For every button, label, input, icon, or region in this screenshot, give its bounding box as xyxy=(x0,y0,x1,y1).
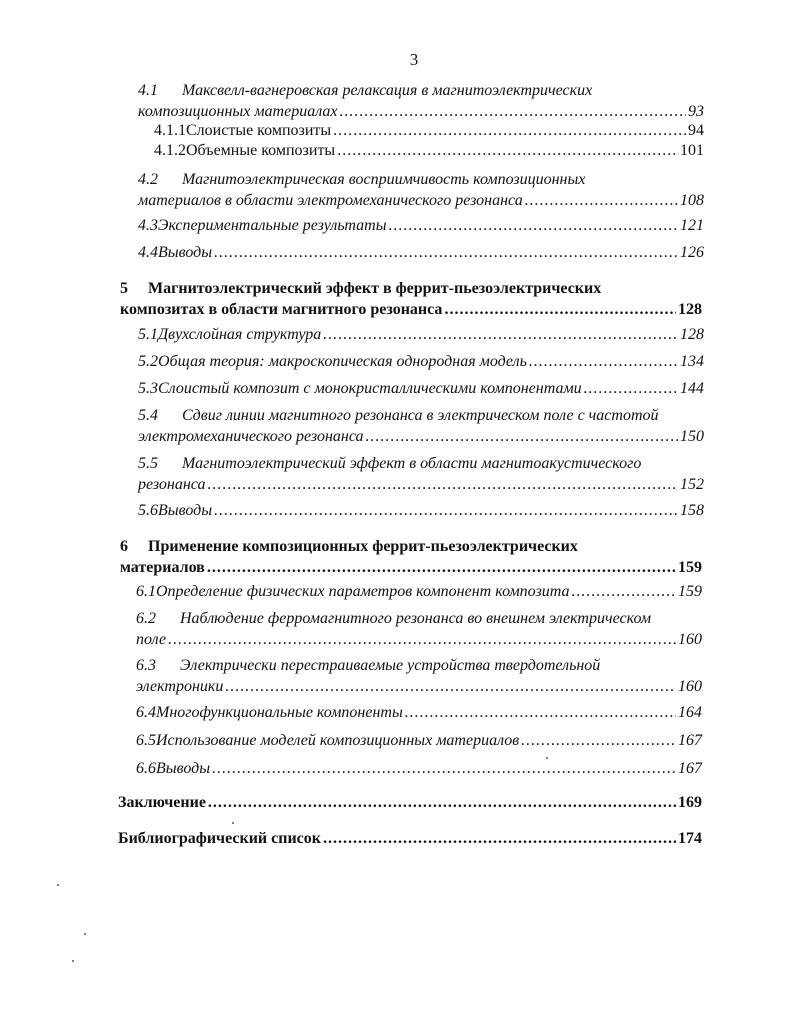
dot-leader xyxy=(333,120,686,141)
toc-entry-6-2[interactable] xyxy=(136,608,702,650)
dot-leader xyxy=(207,557,676,578)
toc-entry-page: 160 xyxy=(678,678,702,695)
scan-speck xyxy=(57,884,59,886)
toc-entry-page: 121 xyxy=(680,217,704,234)
dot-leader xyxy=(571,581,676,602)
toc-entry-page: 150 xyxy=(680,428,704,445)
toc-entry-title-cont: композитах в области магнитного резонанса xyxy=(120,301,443,318)
toc-entry-title-cont: композиционных материалах xyxy=(138,103,338,120)
toc-entry-4-3[interactable] xyxy=(138,215,704,236)
toc-entry-title: Экспериментальные результаты xyxy=(158,217,387,234)
toc-entry-page: 167 xyxy=(678,732,702,749)
toc-entry-title: Электрически перестраиваемые устройства твердотельной xyxy=(180,657,601,674)
dot-leader xyxy=(323,324,678,345)
toc-entry-title-cont: резонанса xyxy=(138,476,206,493)
toc-entry-title-cont: электроники xyxy=(136,678,224,695)
toc-entry-page: 144 xyxy=(680,380,704,397)
toc-entry-page: 159 xyxy=(678,583,702,600)
toc-entry-title: Определение физических параметров компонент композита xyxy=(156,583,570,600)
dot-leader xyxy=(521,730,676,751)
toc-entry-page: 152 xyxy=(680,476,704,493)
toc-entry-5-2[interactable] xyxy=(138,351,704,372)
toc-entry-title: Магнитоэлектрический эффект в феррит-пьезоэлектрических xyxy=(148,280,602,297)
toc-entry-6-3[interactable] xyxy=(136,655,702,697)
toc-entry-number: 4.1 xyxy=(138,82,158,99)
toc-entry-number: 6.3 xyxy=(136,657,156,674)
dot-leader xyxy=(405,702,676,723)
toc-entry-number: 4.1.2 xyxy=(154,142,186,159)
toc-entry-number: 5.3 xyxy=(138,380,158,397)
toc-entry-number: 5.4 xyxy=(138,407,158,424)
toc-entry-page: 101 xyxy=(680,142,704,159)
toc-entry-number: 6 xyxy=(120,538,128,555)
toc-entry-page: 126 xyxy=(680,244,704,261)
toc-entry-title: Наблюдение ферромагнитного резонанса во внешнем электрическом xyxy=(180,610,652,627)
dot-leader xyxy=(225,676,676,697)
toc-entry-5-3[interactable] xyxy=(138,378,704,399)
scan-speck xyxy=(232,822,234,824)
dot-leader xyxy=(339,101,686,122)
toc-entry-title: Библиографический список xyxy=(118,830,321,847)
toc-entry-number: 6.5 xyxy=(136,732,156,749)
toc-entry-title: Использование моделей композиционных материалов xyxy=(156,732,520,749)
dot-leader xyxy=(584,378,678,399)
toc-conclusion[interactable] xyxy=(118,792,702,813)
toc-entry-title: Объемные композиты xyxy=(186,142,336,159)
toc-entry-title: Применение композиционных феррит-пьезоэлектрических xyxy=(148,538,578,555)
toc-entry-page: 164 xyxy=(678,704,702,721)
toc-entry-4-1[interactable] xyxy=(138,80,704,122)
toc-entry-number: 6.6 xyxy=(136,760,156,777)
toc-entry-5-6[interactable] xyxy=(138,500,704,521)
dot-leader xyxy=(337,140,678,161)
toc-entry-title: Слоистый композит с монокристаллическими компонентами xyxy=(158,380,582,397)
toc-entry-5-5[interactable] xyxy=(138,453,704,495)
toc-entry-title: Многофункциональные компоненты xyxy=(156,704,403,721)
dot-leader xyxy=(525,190,678,211)
toc-entry-title: Заключение xyxy=(118,794,206,811)
toc-entry-number: 5 xyxy=(120,280,128,297)
toc-entry-4-1-2[interactable] xyxy=(154,140,704,161)
toc-entry-6-4[interactable] xyxy=(136,702,702,723)
dot-leader xyxy=(323,828,676,849)
toc-entry-page: 159 xyxy=(678,559,702,576)
toc-entry-number: 6.4 xyxy=(136,704,156,721)
scan-speck xyxy=(84,933,86,935)
toc-entry-6-1[interactable] xyxy=(136,581,702,602)
toc-entry-title: Магнитоэлектрическая восприимчивость композиционных xyxy=(182,171,586,188)
toc-entry-page: 134 xyxy=(680,353,704,370)
toc-entry-page: 128 xyxy=(678,301,702,318)
toc-entry-page: 169 xyxy=(678,794,702,811)
toc-entry-title: Максвелл-вагнеровская релаксация в магнитоэлектрических xyxy=(182,82,593,99)
toc-entry-title: Сдвиг линии магнитного резонанса в электрическом поле с частотой xyxy=(182,407,659,424)
toc-entry-page: 174 xyxy=(678,830,702,847)
toc-entry-title: Общая теория: макроскопическая однородная модель xyxy=(158,353,527,370)
toc-entry-6-5[interactable] xyxy=(136,730,702,751)
toc-entry-number: 4.2 xyxy=(138,171,158,188)
dot-leader xyxy=(529,351,678,372)
dot-leader xyxy=(366,426,678,447)
toc-entry-title: Слоистые композиты xyxy=(186,122,332,139)
dot-leader xyxy=(444,299,676,320)
dot-leader xyxy=(214,242,678,263)
toc-bibliography[interactable] xyxy=(118,828,702,849)
toc-entry-title: Выводы xyxy=(158,502,213,519)
toc-entry-number: 5.6 xyxy=(138,502,158,519)
toc-entry-5-4[interactable] xyxy=(138,405,704,447)
dot-leader xyxy=(212,758,676,779)
toc-entry-number: 4.3 xyxy=(138,217,158,234)
toc-entry-number: 5.1 xyxy=(138,326,158,343)
toc-entry-number: 5.2 xyxy=(138,353,158,370)
toc-entry-4-4[interactable] xyxy=(138,242,704,263)
dot-leader xyxy=(207,474,678,495)
toc-entry-page: 128 xyxy=(680,326,704,343)
toc-entry-title: Выводы xyxy=(158,244,213,261)
toc-entry-6-6[interactable] xyxy=(136,758,702,779)
toc-entry-page: 160 xyxy=(678,631,702,648)
page-number: 3 xyxy=(409,50,419,69)
toc-entry-title-cont: электромеханического резонанса xyxy=(138,428,364,445)
scan-speck xyxy=(72,960,74,962)
toc-entry-title: Двухслойная структура xyxy=(158,326,322,343)
toc-entry-5-1[interactable] xyxy=(138,324,704,345)
toc-entry-page: 158 xyxy=(680,502,704,519)
dot-leader xyxy=(208,792,676,813)
toc-entry-title-cont: материалов xyxy=(120,559,205,576)
toc-entry-title: Выводы xyxy=(156,760,211,777)
toc-entry-number: 5.5 xyxy=(138,455,158,472)
dot-leader xyxy=(214,500,678,521)
toc-entry-title-cont: материалов в области электромеханического резонанса xyxy=(138,192,523,209)
toc-entry-page: 108 xyxy=(680,192,704,209)
toc-entry-number: 4.1.1 xyxy=(154,122,186,139)
toc-entry-page: 167 xyxy=(678,760,702,777)
toc-entry-number: 6.1 xyxy=(136,583,156,600)
toc-chapter-5[interactable] xyxy=(120,278,702,320)
toc-chapter-6[interactable] xyxy=(120,536,702,578)
toc-entry-number: 4.4 xyxy=(138,244,158,261)
toc-entry-title-cont: поле xyxy=(136,631,167,648)
toc-entry-page: 94 xyxy=(688,122,704,139)
toc-entry-4-2[interactable] xyxy=(138,169,704,211)
toc-entry-4-1-1[interactable] xyxy=(154,120,704,141)
toc-entry-title: Магнитоэлектрический эффект в области магнитоакустического xyxy=(182,455,642,472)
toc-entry-number: 6.2 xyxy=(136,610,156,627)
dot-leader xyxy=(168,629,676,650)
scan-speck xyxy=(546,757,548,759)
toc-entry-page: 93 xyxy=(688,103,704,120)
dot-leader xyxy=(389,215,678,236)
